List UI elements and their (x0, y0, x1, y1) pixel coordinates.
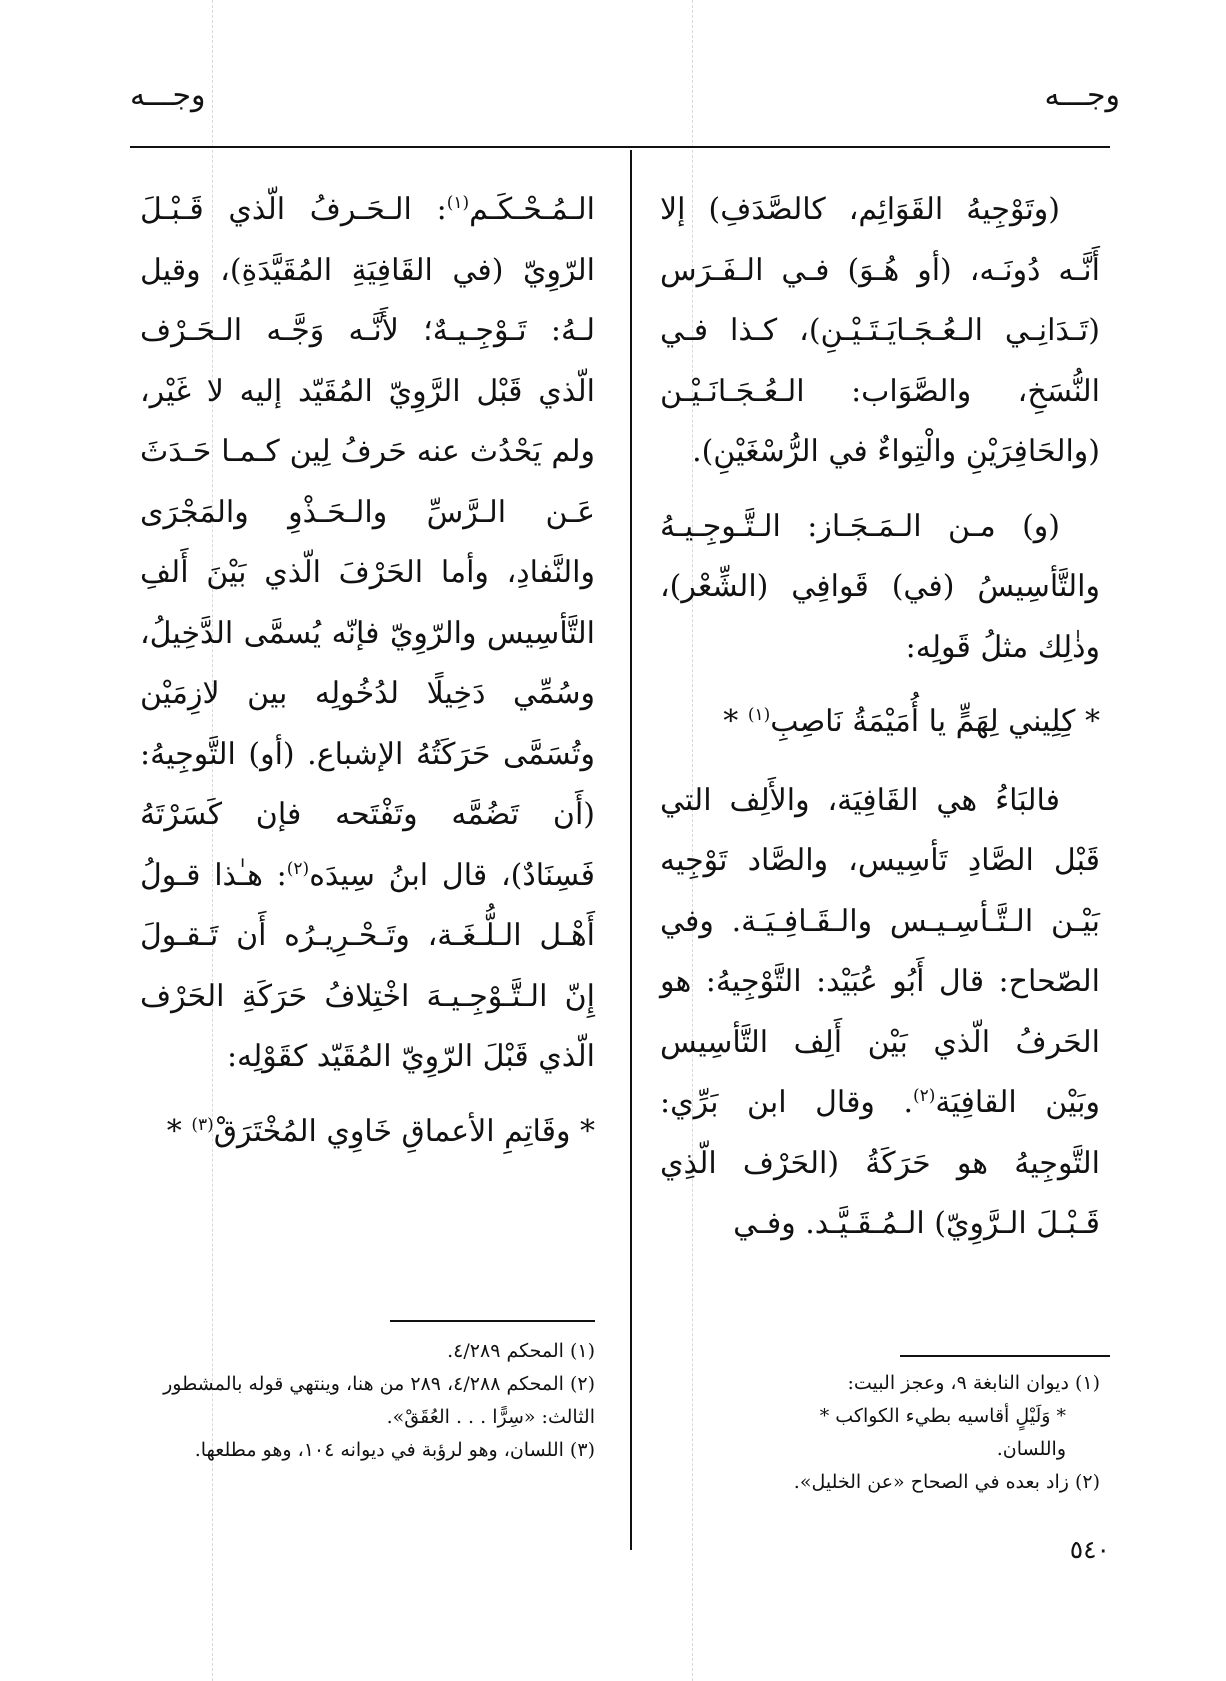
right-verse (660, 692, 1100, 753)
footnote-rule-right (900, 1355, 1110, 1357)
right-paragraph-3 (660, 771, 1100, 1255)
footnote-right-1: (١) ديوان النابغة ٩، وعجز البيت: (847, 1372, 1100, 1394)
header-right-word: وجـــه (1044, 78, 1120, 113)
right-paragraph-3-text: فالبَاءُ هي القَافِيَة، والأَلِف التي قَبْل الصَّادِ تَأسِيس، والصَّاد تَوْجِيه بَيْـن الـتَّـأسِـيـس والـقَـافِـيَـة. وفي الصّحاح: قال أَبُو عُبَيْد: التَّوْجِيهُ: هو الحَرفُ الّذي بَيْن أَلِف التَّأسِيس وبَيْن القافِيَة (660, 782, 1100, 1120)
right-paragraph-3-cont: . وقال ابن بَرِّي: التَّوجِيهُ هو حَرَكَةُ (الحَرْف الّذِي قَـبْـلَ الـرَّوِيّ) الـمُـقَـيَّـد. وفـي (660, 1085, 1100, 1241)
footnote-right-2: (٢) زاد بعده في الصحاح «عن الخليل». (793, 1471, 1100, 1493)
footnote-mark: (١) (446, 193, 470, 213)
footnote-rule-left (390, 1320, 595, 1322)
left-paragraph-1 (140, 180, 595, 1088)
footnote-mark: (٢) (913, 1086, 936, 1106)
footnote-mark: (١) (747, 705, 771, 725)
left-opening-term: الـمُـحْـكَـم (469, 192, 595, 227)
footnote-left-1: (١) المحكم ٤/٢٨٩. (447, 1340, 595, 1362)
page-number: ٥٤٠ (1069, 1535, 1110, 1564)
footnote-mark: (٣) (191, 1114, 214, 1135)
header-left-word: وجـــه (130, 78, 206, 113)
footnote-left-3: (٣) اللسان، وهو لرؤبة في ديوانه ١٠٤، وهو مطلعها. (194, 1439, 595, 1461)
right-verse-text: * كِلِيني لِهَمٍّ يا أُمَيْمَةُ نَاصِبِ (770, 704, 1100, 739)
left-paragraph-1-cont: : هـٰذا قـولُ أَهْـل الـلُّـغَـة، وتَـحْـرِيـرُه أَن تَـقـولَ إِنّ الـتَّـوْجِـيـهَ اخْتِلافُ حَرَكَةِ الحَرْف الّذي قَبْلَ الرّوِيّ المُقَيّد كقَوْلِه: (140, 857, 595, 1074)
footnote-right-1-cont: واللسان. (996, 1438, 1066, 1460)
header-rule (130, 146, 1110, 148)
left-paragraph-1-text: : الـحَـرفُ الّذي قَـبْـلَ الرّوِيّ (في القَافِيَةِ المُقَيَّدَةِ)، وقيل لـهُ: تَـوْجِـيـهٌ؛ لأَنَّـه وَجَّـه الـحَـرْف الّذي قَبْل الرَّوِيّ المُقَيّد إليه لا غَيْر، ولم يَحْدُث عنه حَرفُ لِين كـمـا حَـدَثَ عَـن الـرَّسِّ والـحَـذْوِ والمَجْرَى والنَّفادِ، وأما الحَرْفَ الّذي بَيْنَ أَلفِ التَّأسِيس والرّوِيّ فإنّه يُسمَّى الدَّخِيلُ، وسُمِّي دَخِيلًا لدُخُولِه بين لازِمَيْن وتُسَمَّى حَرَكَتُهُ الإشباع. (أو) التَّوجِيهُ: (أَن تَضُمَّه وتَفْتَحه فإن كَسَرْتَهُ فَسِنَادٌ)، قال ابنُ سِيدَه (140, 192, 595, 893)
right-verse-end: * (723, 704, 748, 739)
right-column (660, 180, 1100, 1269)
footnote-right-verse: * وَلَيْلٍ أقاسيه بطيء الكواكب * (819, 1405, 1066, 1427)
left-verse-text: * وقَاتِمِ الأعماقِ خَاوِي المُخْتَرَقْ (213, 1113, 595, 1149)
right-paragraph-2: (و) مـن الـمَـجَـاز: الـتَّـوجِـيـهُ والتَّأسِيسُ (في) قَوافِي (الشِّعْر)، وذٰلِك مثلُ قَولِه: (660, 508, 1100, 665)
left-verse-end: * (166, 1113, 192, 1149)
footnote-mark: (٢) (286, 858, 310, 879)
footnotes-left (140, 1335, 595, 1467)
footnote-left-2: (٢) المحكم ٤/٢٨٨، ٢٨٩ من هنا، وينتهي قوله بالمشطور الثالث: «سِرًّا . . . العُقَقْ». (163, 1373, 595, 1428)
column-divider (630, 150, 632, 1550)
left-verse (140, 1102, 595, 1163)
left-column (140, 180, 595, 1180)
footnotes-right (660, 1367, 1100, 1499)
right-paragraph-1: (وتَوْجِيهُ القَوَائِم، كالصَّدَفِ) إلا أَنَّـه دُونَـه، (أو هُـوَ) فـي الـفَـرَس (تَـدَانِـي الـعُـجَـايَـتَـيْـنِ)، كـذا فـي النُّسَخِ، والصَّوَاب: الـعُـجَـانَـيْـن (والحَافِرَيْنِ والْتِواءٌ في الرُّسْغَيْنِ). (660, 192, 1100, 469)
